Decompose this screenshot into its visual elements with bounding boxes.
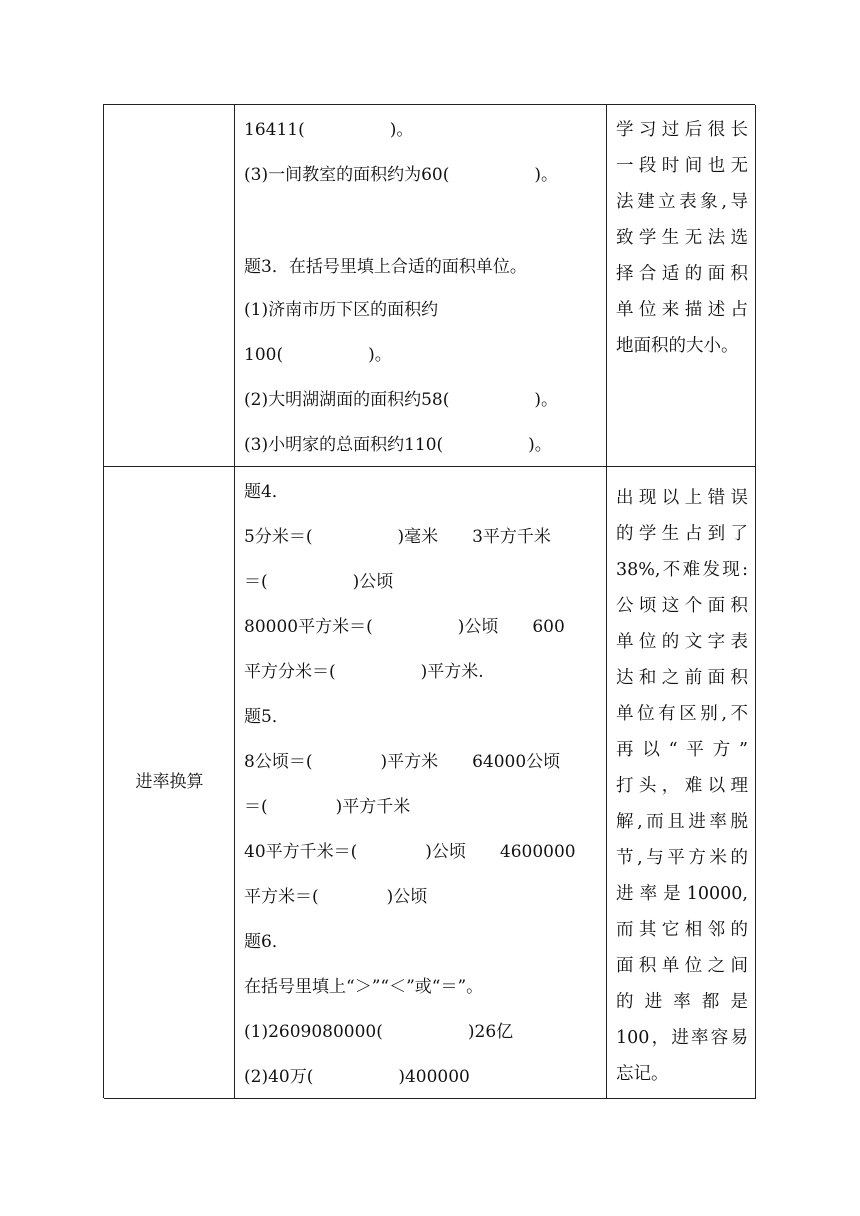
analysis-line: 节,与平方米的	[616, 848, 748, 868]
exercise-line: ＝( )公顷	[244, 572, 394, 592]
exercise-line: 平方分米＝( )平方米.	[244, 662, 484, 682]
category-label-2: 进率换算	[135, 772, 204, 792]
exercise-line: (3)一间教室的面积约为60( )。	[244, 165, 558, 185]
exercise-line: 100( )。	[244, 345, 392, 365]
exercise-line: 80000平方米＝( )公顷 600	[244, 617, 565, 637]
analysis-line: 公顷这个面积	[616, 596, 748, 616]
question-heading: 题6．	[244, 932, 289, 952]
analysis-line: 学习过后很长	[616, 120, 748, 140]
analysis-cell-1	[607, 105, 756, 467]
analysis-line: 打头，难以理	[616, 776, 748, 796]
category-cell-1	[104, 105, 235, 467]
analysis-line: 100，进率容易	[616, 1028, 748, 1048]
question-heading: 题3．在括号里填上合适的面积单位。	[244, 257, 527, 277]
exercise-cell-2	[235, 467, 607, 1099]
exercise-line: ＝( )平方千米	[244, 797, 411, 817]
analysis-line: 而其它相邻的	[616, 920, 748, 940]
analysis-line: 的学生占到了	[616, 524, 748, 544]
analysis-line: 38%,不难发现:	[616, 560, 748, 580]
analysis-line: 致学生无法选	[616, 228, 748, 248]
analysis-line: 再以“平方”	[616, 740, 748, 760]
question-heading: 题4．	[244, 482, 289, 502]
analysis-line: 单位来描述占	[616, 300, 748, 320]
analysis-line: 解,而且进率脱	[616, 812, 748, 832]
exercise-line: (2)大明湖湖面的面积约58( )。	[244, 390, 558, 410]
lesson-table	[103, 104, 755, 1098]
analysis-line: 面积单位之间	[616, 956, 748, 976]
analysis-line: 出现以上错误	[616, 488, 748, 508]
exercise-line: 16411( )。	[244, 120, 414, 140]
category-cell-2	[104, 467, 235, 1099]
analysis-line: 法建立表象,导	[616, 192, 748, 212]
analysis-line: 择合适的面积	[616, 264, 748, 284]
analysis-line: 单位有区别,不	[616, 704, 748, 724]
analysis-line: 地面积的大小。	[616, 336, 739, 356]
exercise-line: 5分米＝( )毫米 3平方千米	[244, 527, 551, 547]
analysis-line: 达和之前面积	[616, 668, 748, 688]
analysis-cell-2	[607, 467, 756, 1099]
exercise-line: 40平方千米＝( )公顷 4600000	[244, 842, 576, 862]
exercise-line: (1)济南市历下区的面积约	[244, 300, 439, 320]
exercise-line: (3)小明家的总面积约110( )。	[244, 435, 552, 455]
analysis-line: 一段时间也无	[616, 156, 748, 176]
analysis-line: 的进率都是	[616, 992, 748, 1012]
exercise-line: (2)40万( )400000	[244, 1067, 470, 1087]
exercise-line: 平方米＝( )公顷	[244, 887, 428, 907]
exercise-line: (1)2609080000( )26亿	[244, 1022, 514, 1042]
analysis-line: 忘记。	[616, 1064, 669, 1084]
analysis-line: 进率是10000,	[616, 884, 748, 904]
question-heading: 题5．	[244, 707, 289, 727]
exercise-line: 在括号里填上“＞”“＜”或“＝”。	[244, 977, 484, 997]
analysis-line: 单位的文字表	[616, 632, 748, 652]
exercise-cell-1	[235, 105, 607, 467]
exercise-line: 8公顷＝( )平方米 64000公顷	[244, 752, 561, 772]
